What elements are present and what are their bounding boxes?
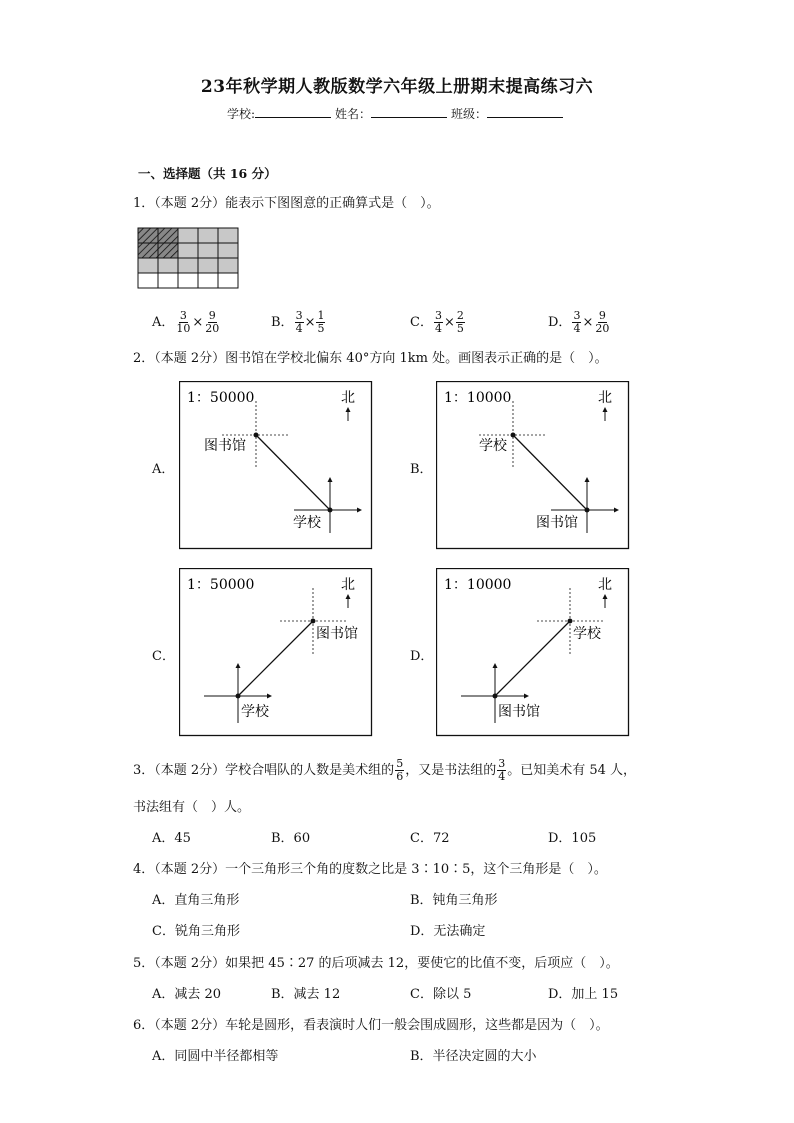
name-label: 姓名： (335, 107, 372, 121)
q5-option-d[interactable]: D．加上 15 (548, 987, 619, 1002)
q1-option-c[interactable]: C． $\frac{3}{4}$ × $\frac{2}{5}$ (410, 309, 464, 335)
north-label: 北 (598, 577, 612, 593)
q3-option-b[interactable]: B．60 (271, 831, 311, 846)
q1-option-a[interactable]: A． $\frac{3}{10}$ × $\frac{9}{20}$ (152, 309, 220, 335)
q1-stem: 1．（本题 2分）能表示下图图意的正确算式是（ ）。 (133, 196, 440, 211)
map-scale: 1：50000 (187, 577, 255, 593)
q4-option-a[interactable]: A．直角三角形 (152, 893, 240, 908)
map-bottom-label: 学校 (293, 515, 321, 531)
map-top-label: 图书馆 (204, 438, 246, 454)
map-scale: 1：50000 (187, 390, 255, 406)
q4-stem: 4．（本题 2分）一个三角形三个角的度数之比是 3∶10∶5，这个三角形是（ ）。 (133, 862, 607, 877)
q1-option-d[interactable]: D． $\frac{3}{4}$ × $\frac{9}{20}$ (548, 309, 610, 335)
q5-stem: 5．（本题 2分）如果把 45∶27 的后项减去 12，要使它的比值不变，后项应（ ）。 (133, 956, 619, 971)
q5-option-c[interactable]: C．除以 5 (410, 987, 472, 1002)
north-label: 北 (598, 390, 612, 406)
q3-stem-line2: 书法组有（ ）人。 (133, 800, 251, 815)
name-blank[interactable] (371, 105, 447, 118)
q2-map-c[interactable] (179, 568, 373, 737)
section-heading: 一、选择题（共 16 分） (138, 166, 277, 181)
q3-option-c[interactable]: C．72 (410, 831, 450, 846)
q2-label-c[interactable]: C． (152, 649, 175, 664)
q2-label-d[interactable]: D． (410, 649, 434, 664)
q2-label-a[interactable]: A． (152, 462, 175, 477)
q1-option-b[interactable]: B． $\frac{3}{4}$ × $\frac{1}{5}$ (271, 309, 325, 335)
q6-option-b[interactable]: B．半径决定圆的大小 (410, 1049, 537, 1064)
q1-grid-figure (137, 227, 241, 289)
q2-map-a[interactable] (179, 381, 373, 550)
north-label: 北 (341, 390, 355, 406)
map-scale: 1：10000 (444, 577, 512, 593)
map-top-label: 图书馆 (316, 626, 358, 642)
north-label: 北 (341, 577, 355, 593)
q4-option-c[interactable]: C．锐角三角形 (152, 924, 240, 939)
school-blank[interactable] (255, 105, 331, 118)
q6-option-a[interactable]: A．同圆中半径都相等 (152, 1049, 279, 1064)
map-top-label: 学校 (573, 626, 601, 642)
q5-option-b[interactable]: B．减去 12 (271, 987, 341, 1002)
map-bottom-label: 学校 (241, 704, 269, 720)
q2-stem: 2．（本题 2分）图书馆在学校北偏东 40°方向 1km 处。画图表示正确的是（ ）。 (133, 351, 608, 366)
q2-map-d[interactable] (436, 568, 630, 737)
q2-label-b[interactable]: B． (410, 462, 433, 477)
q5-option-a[interactable]: A．减去 20 (152, 987, 222, 1002)
school-label: 学校: (226, 107, 255, 121)
q6-stem: 6．（本题 2分）车轮是圆形，看表演时人们一般会围成圆形，这些都是因为（ ）。 (133, 1018, 609, 1033)
class-label: 班级： (451, 107, 488, 121)
q3-stem-line1: 3．（本题 2分）学校合唱队的人数是美术组的 $\frac{5}{6}$ ，又是书法组的 $\frac{3}{4}$ 。已知美术有 54 人， (133, 757, 637, 783)
q2-map-b[interactable] (436, 381, 630, 550)
q4-option-b[interactable]: B．钝角三角形 (410, 893, 498, 908)
q4-option-d[interactable]: D．无法确定 (410, 924, 486, 939)
page-title: 23年秋学期人教版数学六年级上册期末提高练习六 (200, 77, 594, 97)
map-top-label: 学校 (479, 438, 507, 454)
map-bottom-label: 图书馆 (536, 515, 578, 531)
q3-option-d[interactable]: D．105 (548, 831, 597, 846)
q3-option-a[interactable]: A．45 (152, 831, 191, 846)
map-bottom-label: 图书馆 (498, 704, 540, 720)
map-scale: 1：10000 (444, 390, 512, 406)
class-blank[interactable] (487, 105, 563, 118)
student-info (0, 105, 794, 122)
